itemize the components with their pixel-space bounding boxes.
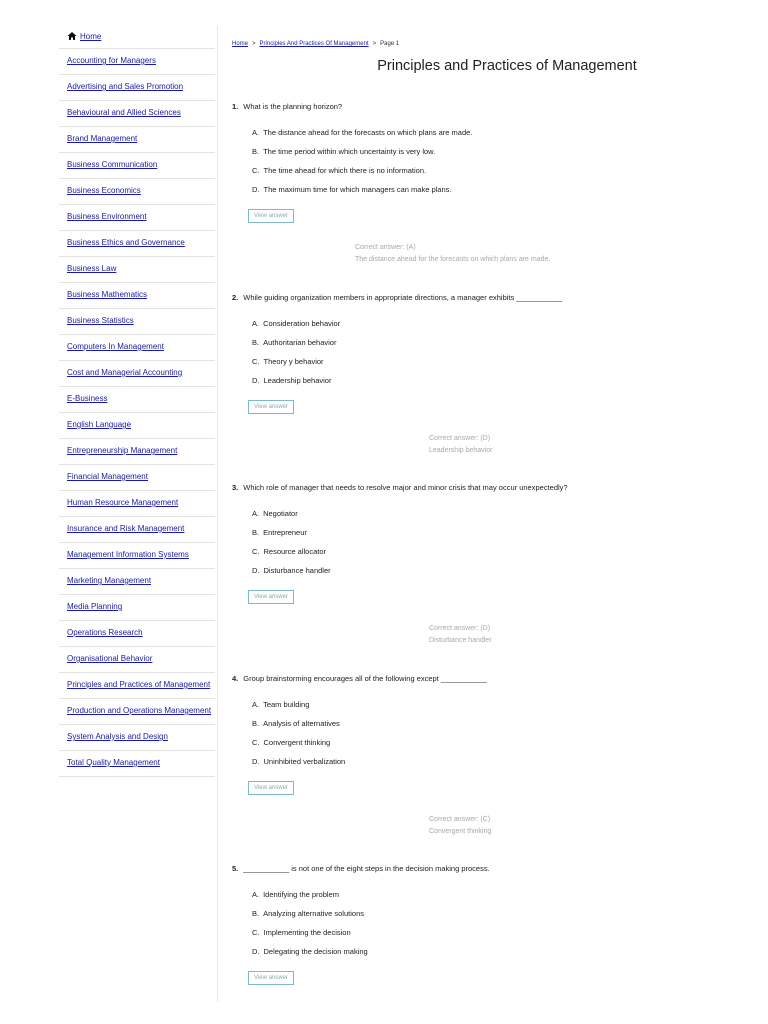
breadcrumb: Home > Principles And Practices Of Management > Page 1 (232, 41, 400, 47)
home-label: Home (80, 31, 102, 41)
option-b: B. The time period within which uncertainty is very low. (252, 147, 436, 156)
sidebar-item-production-operations[interactable]: Production and Operations Management (59, 699, 215, 725)
option-c: C. The time ahead for which there is no information. (252, 166, 427, 175)
option-b: B. Entrepreneur (252, 528, 307, 537)
sidebar-item-principles-practices-management[interactable]: Principles and Practices of Management (59, 673, 215, 699)
sidebar-item-mis[interactable]: Management Information Systems (59, 543, 215, 569)
sidebar-item-business-mathematics[interactable]: Business Mathematics (59, 283, 215, 309)
question-2: 2. While guiding organization members in appropriate directions, a manager exhibits ___________ A. Consideration behavior B. Authoritarian behavior C. Theory y behavior D. Leadership behavior View answer Correct answer: (D) Leadership behavior (232, 293, 752, 414)
option-d: D. Leadership behavior (252, 376, 332, 385)
option-d: D. Delegating the decision making (252, 947, 368, 956)
sidebar-item-behavioural-and-allied-sciences[interactable]: Behavioural and Allied Sciences (59, 101, 215, 127)
sidebar-item-organisational-behavior[interactable]: Organisational Behavior (59, 647, 215, 673)
option-list (232, 890, 752, 956)
option-a: A. Team building (252, 700, 310, 709)
option-d: D. Disturbance handler (252, 566, 331, 575)
option-b: B. Analysis of alternatives (252, 719, 340, 728)
option-a: A. Negotiator (252, 509, 298, 518)
question-text: What is the planning horizon? (243, 102, 343, 111)
option-list (232, 509, 752, 575)
option-d: D. The maximum time for which managers can make plans. (252, 185, 452, 194)
sidebar-item-entrepreneurship[interactable]: Entrepreneurship Management (59, 439, 215, 465)
sidebar-item-brand-management[interactable]: Brand Management (59, 127, 215, 153)
correct-answer: Correct answer: (A) The distance ahead for the forecasts on which plans are made. (355, 244, 551, 263)
option-a: A. The distance ahead for the forecasts on which plans are made. (252, 128, 473, 137)
sidebar-item-accounting-for-managers[interactable]: Accounting for Managers (59, 49, 215, 75)
sidebar-divider (217, 26, 218, 1002)
correct-answer: Correct answer: (C) Convergent thinking (429, 816, 492, 835)
sidebar-home-link[interactable] (59, 26, 215, 49)
option-c: C. Theory y behavior (252, 357, 324, 366)
breadcrumb-current-page: Page 1 (380, 41, 400, 47)
question-text: Group brainstorming encourages all of the following except ___________ (243, 674, 487, 683)
question-3: 3. Which role of manager that needs to resolve major and minor crisis that may occur unexpectedly? A. Negotiator B. Entrepreneur C. Resource allocator D. Disturbance handler View answer Correct answer: (D) Disturbance handler (232, 483, 752, 604)
view-answer-button[interactable]: View answer (248, 209, 294, 223)
option-a: A. Identifying the problem (252, 890, 339, 899)
view-answer-button[interactable]: View answer (248, 400, 294, 414)
question-text: While guiding organization members in appropriate directions, a manager exhibits ___________ (243, 293, 563, 302)
option-c: C. Convergent thinking (252, 738, 331, 747)
question-5: 5. ___________ is not one of the eight steps in the decision making process. A. Identifying the problem B. Analyzing alternative solutions C. Implementing the decision D. Delegating the decision making View answer (232, 864, 752, 985)
correct-answer: Correct answer: (D) Disturbance handler (429, 625, 492, 644)
sidebar-item-operations-research[interactable]: Operations Research (59, 621, 215, 647)
sidebar-nav (59, 26, 215, 777)
question-4: 4. Group brainstorming encourages all of the following except ___________ A. Team building B. Analysis of alternatives C. Convergent thinking D. Uninhibited verbalization View answer Correct answer: (C) Convergent thinking (232, 674, 752, 795)
main-content (232, 26, 752, 981)
sidebar-item-e-business[interactable]: E-Business (59, 387, 215, 413)
option-a: A. Consideration behavior (252, 319, 341, 328)
sidebar-item-business-environment[interactable]: Business Environment (59, 205, 215, 231)
sidebar-item-business-communication[interactable]: Business Communication (59, 153, 215, 179)
sidebar-item-human-resource-management[interactable]: Human Resource Management (59, 491, 215, 517)
option-d: D. Uninhibited verbalization (252, 757, 346, 766)
sidebar-item-business-statistics[interactable]: Business Statistics (59, 309, 215, 335)
option-c: C. Resource allocator (252, 547, 327, 556)
breadcrumb-home-link[interactable]: Home (232, 41, 249, 47)
page-title: Principles and Practices of Management (377, 58, 637, 74)
option-c: C. Implementing the decision (252, 928, 351, 937)
option-b: B. Analyzing alternative solutions (252, 909, 364, 918)
sidebar-item-media-planning[interactable]: Media Planning (59, 595, 215, 621)
view-answer-button[interactable]: View answer (248, 590, 294, 604)
sidebar-item-business-law[interactable]: Business Law (59, 257, 215, 283)
sidebar-item-business-ethics[interactable]: Business Ethics and Governance (59, 231, 215, 257)
sidebar-item-marketing-management[interactable]: Marketing Management (59, 569, 215, 595)
view-answer-button[interactable]: View answer (248, 971, 294, 985)
sidebar-item-system-analysis[interactable]: System Analysis and Design (59, 725, 215, 751)
sidebar-item-computers-in-management[interactable]: Computers In Management (59, 335, 215, 361)
question-text: ___________ is not one of the eight steps in the decision making process. (243, 864, 490, 873)
sidebar-item-business-economics[interactable]: Business Economics (59, 179, 215, 205)
option-b: B. Authoritarian behavior (252, 338, 337, 347)
home-icon (67, 31, 77, 41)
sidebar-item-advertising-and-sales-promotion[interactable]: Advertising and Sales Promotion (59, 75, 215, 101)
question-text: Which role of manager that needs to resolve major and minor crisis that may occur unexpectedly? (243, 483, 568, 492)
view-answer-button[interactable]: View answer (248, 781, 294, 795)
breadcrumb-section-link[interactable]: Principles And Practices Of Management (259, 41, 369, 47)
sidebar-item-financial-management[interactable]: Financial Management (59, 465, 215, 491)
sidebar-item-cost-accounting[interactable]: Cost and Managerial Accounting (59, 361, 215, 387)
question-1: 1. What is the planning horizon? A. The distance ahead for the forecasts on which plans are made. B. The time period within which uncertainty is very low. C. The time ahead for which there is no information. D. The maximum time for which managers can make plans. View answer Correct answer: (A) The distance ahead for the forecasts on which plans are made. (232, 102, 752, 223)
sidebar-item-total-quality-management[interactable]: Total Quality Management (59, 751, 215, 777)
sidebar-item-insurance-risk[interactable]: Insurance and Risk Management (59, 517, 215, 543)
option-list (232, 319, 752, 385)
option-list (232, 128, 752, 194)
sidebar-item-english-language[interactable]: English Language (59, 413, 215, 439)
option-list (232, 700, 752, 766)
correct-answer: Correct answer: (D) Leadership behavior (429, 435, 493, 454)
